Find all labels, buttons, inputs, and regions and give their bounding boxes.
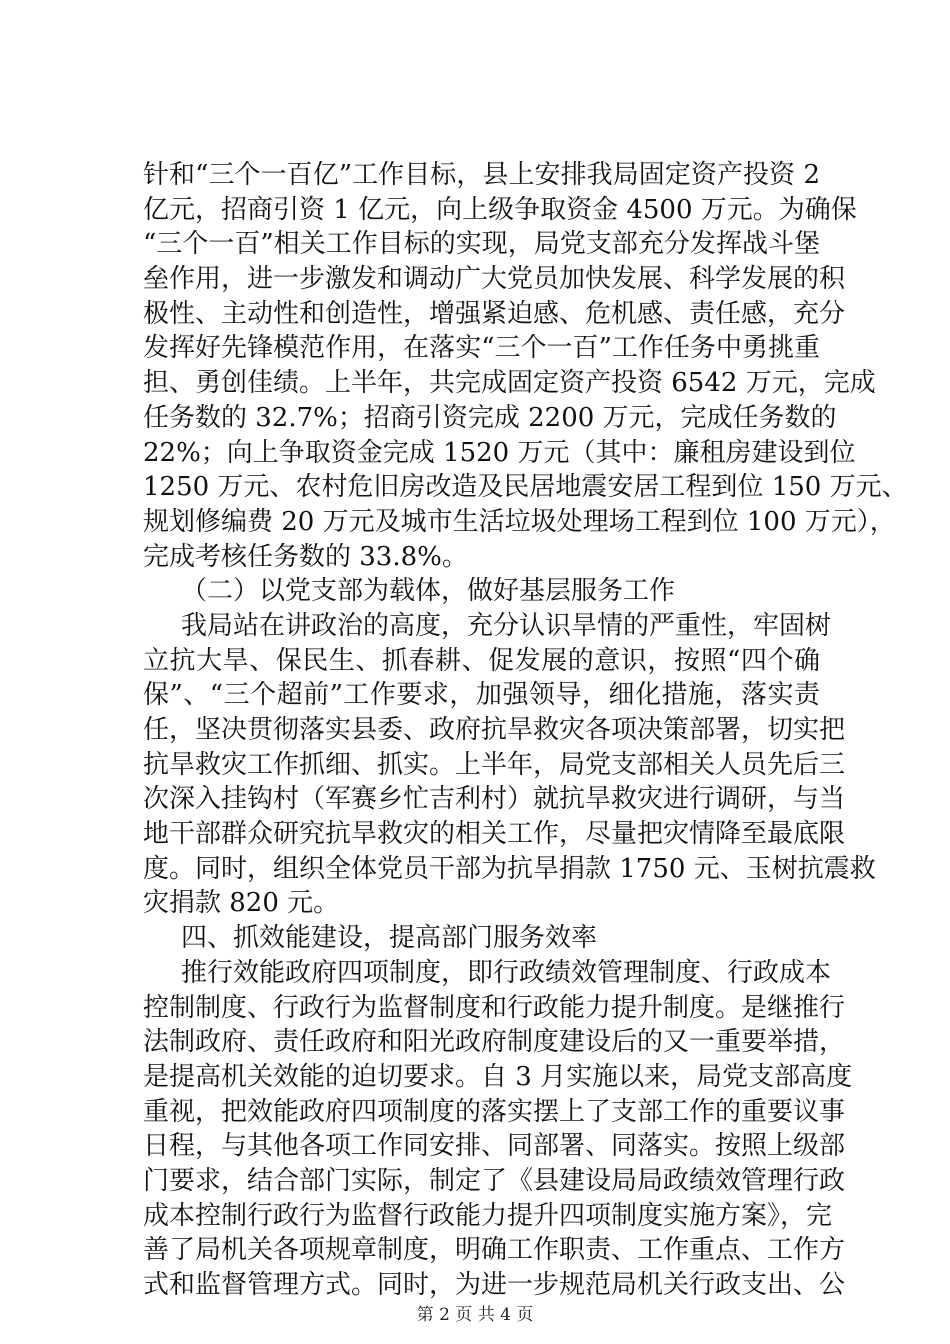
- text-line: 次深入挂钩村（军赛乡忙吉利村）就抗旱救灾进行调研，与当: [143, 784, 846, 815]
- page-footer: [0, 1300, 950, 1325]
- text-line: 推行效能政府四项制度，即行政绩效管理制度、行政成本: [181, 957, 832, 988]
- text-line: 控制制度、行政行为监督制度和行政能力提升制度。是继推行: [143, 992, 846, 1023]
- document-body: [143, 158, 908, 1303]
- text-line: 任务数的 32.7%；招商引资完成 2200 万元，完成任务数的: [143, 402, 837, 433]
- text-line: 抗旱救灾工作抓细、抓实。上半年，局党支部相关人员先后三: [143, 749, 846, 780]
- text-line: 任，坚决贯彻落实县委、政府抗旱救灾各项决策部署，切实把: [143, 715, 846, 745]
- text-line: 针和“三个一百亿”工作目标，县上安排我局固定资产投资 2: [143, 160, 820, 190]
- text-line: 1250 万元、农村危旧房改造及民居地震安居工程到位 150 万元、: [143, 472, 908, 503]
- section-heading: （二）以党支部为载体，做好基层服务工作: [181, 576, 676, 607]
- page-number-label: 第 2 页 共 4 页: [416, 1305, 534, 1325]
- text-line: 灾捐款 820 元。: [143, 888, 340, 919]
- text-line: 法制政府、责任政府和阳光政府制度建设后的又一重要举措，: [143, 1027, 846, 1058]
- text-line: 成本控制行政行为监督行政能力提升四项制度实施方案》，完: [143, 1200, 833, 1231]
- text-line: 极性、主动性和创造性，增强紧迫感、危机感、责任感，充分: [143, 298, 846, 329]
- text-line: 我局站在讲政治的高度，充分认识旱情的严重性，牢固树: [181, 610, 832, 641]
- text-line: 22%；向上争取资金完成 1520 万元（其中：廉租房建设到位: [143, 437, 856, 468]
- text-line: 日程，与其他各项工作同安排、同部署、同落实。按照上级部: [143, 1131, 846, 1162]
- text-line: 立抗大旱、保民生、抓春耕、促发展的意识，按照“四个确: [143, 645, 820, 676]
- text-line: 垒作用，进一步激发和调动广大党员加快发展、科学发展的积: [143, 264, 846, 295]
- text-line: 重视，把效能政府四项制度的落实摆上了支部工作的重要议事: [143, 1096, 846, 1127]
- text-line: 亿元，招商引资 1 亿元，向上级争取资金 4500 万元。为确保: [143, 194, 857, 225]
- text-line: 担、勇创佳绩。上半年，共完成固定资产投资 6542 万元，完成: [143, 368, 876, 399]
- text-line: 地干部群众研究抗旱救灾的相关工作，尽量把灾情降至最底限: [143, 819, 846, 850]
- text-line: 保”、“三个超前”工作要求，加强领导，细化措施，落实责: [143, 680, 820, 711]
- section-heading: 四、抓效能建设，提高部门服务效率: [181, 923, 598, 954]
- text-line: 规划修编费 20 万元及城市生活垃圾处理场工程到位 100 万元），: [143, 506, 896, 537]
- text-line: 是提高机关效能的迫切要求。自 3 月实施以来，局党支部高度: [143, 1061, 853, 1092]
- text-line: 门要求，结合部门实际，制定了《县建设局局政绩效管理行政: [143, 1165, 846, 1196]
- text-line: 善了局机关各项规章制度，明确工作职责、工作重点、工作方: [143, 1235, 846, 1266]
- text-line: 完成考核任务数的 33.8%。: [143, 541, 468, 572]
- text-line: 式和监督管理方式。同时，为进一步规范局机关行政支出、公: [143, 1270, 846, 1300]
- text-line: 发挥好先锋模范作用，在落实“三个一百”工作任务中勇挑重: [143, 333, 820, 364]
- text-line: 度。同时，组织全体党员干部为抗旱捐款 1750 元、玉树抗震救: [143, 853, 876, 884]
- text-line: “三个一百”相关工作目标的实现，局党支部充分发挥战斗堡: [143, 229, 820, 260]
